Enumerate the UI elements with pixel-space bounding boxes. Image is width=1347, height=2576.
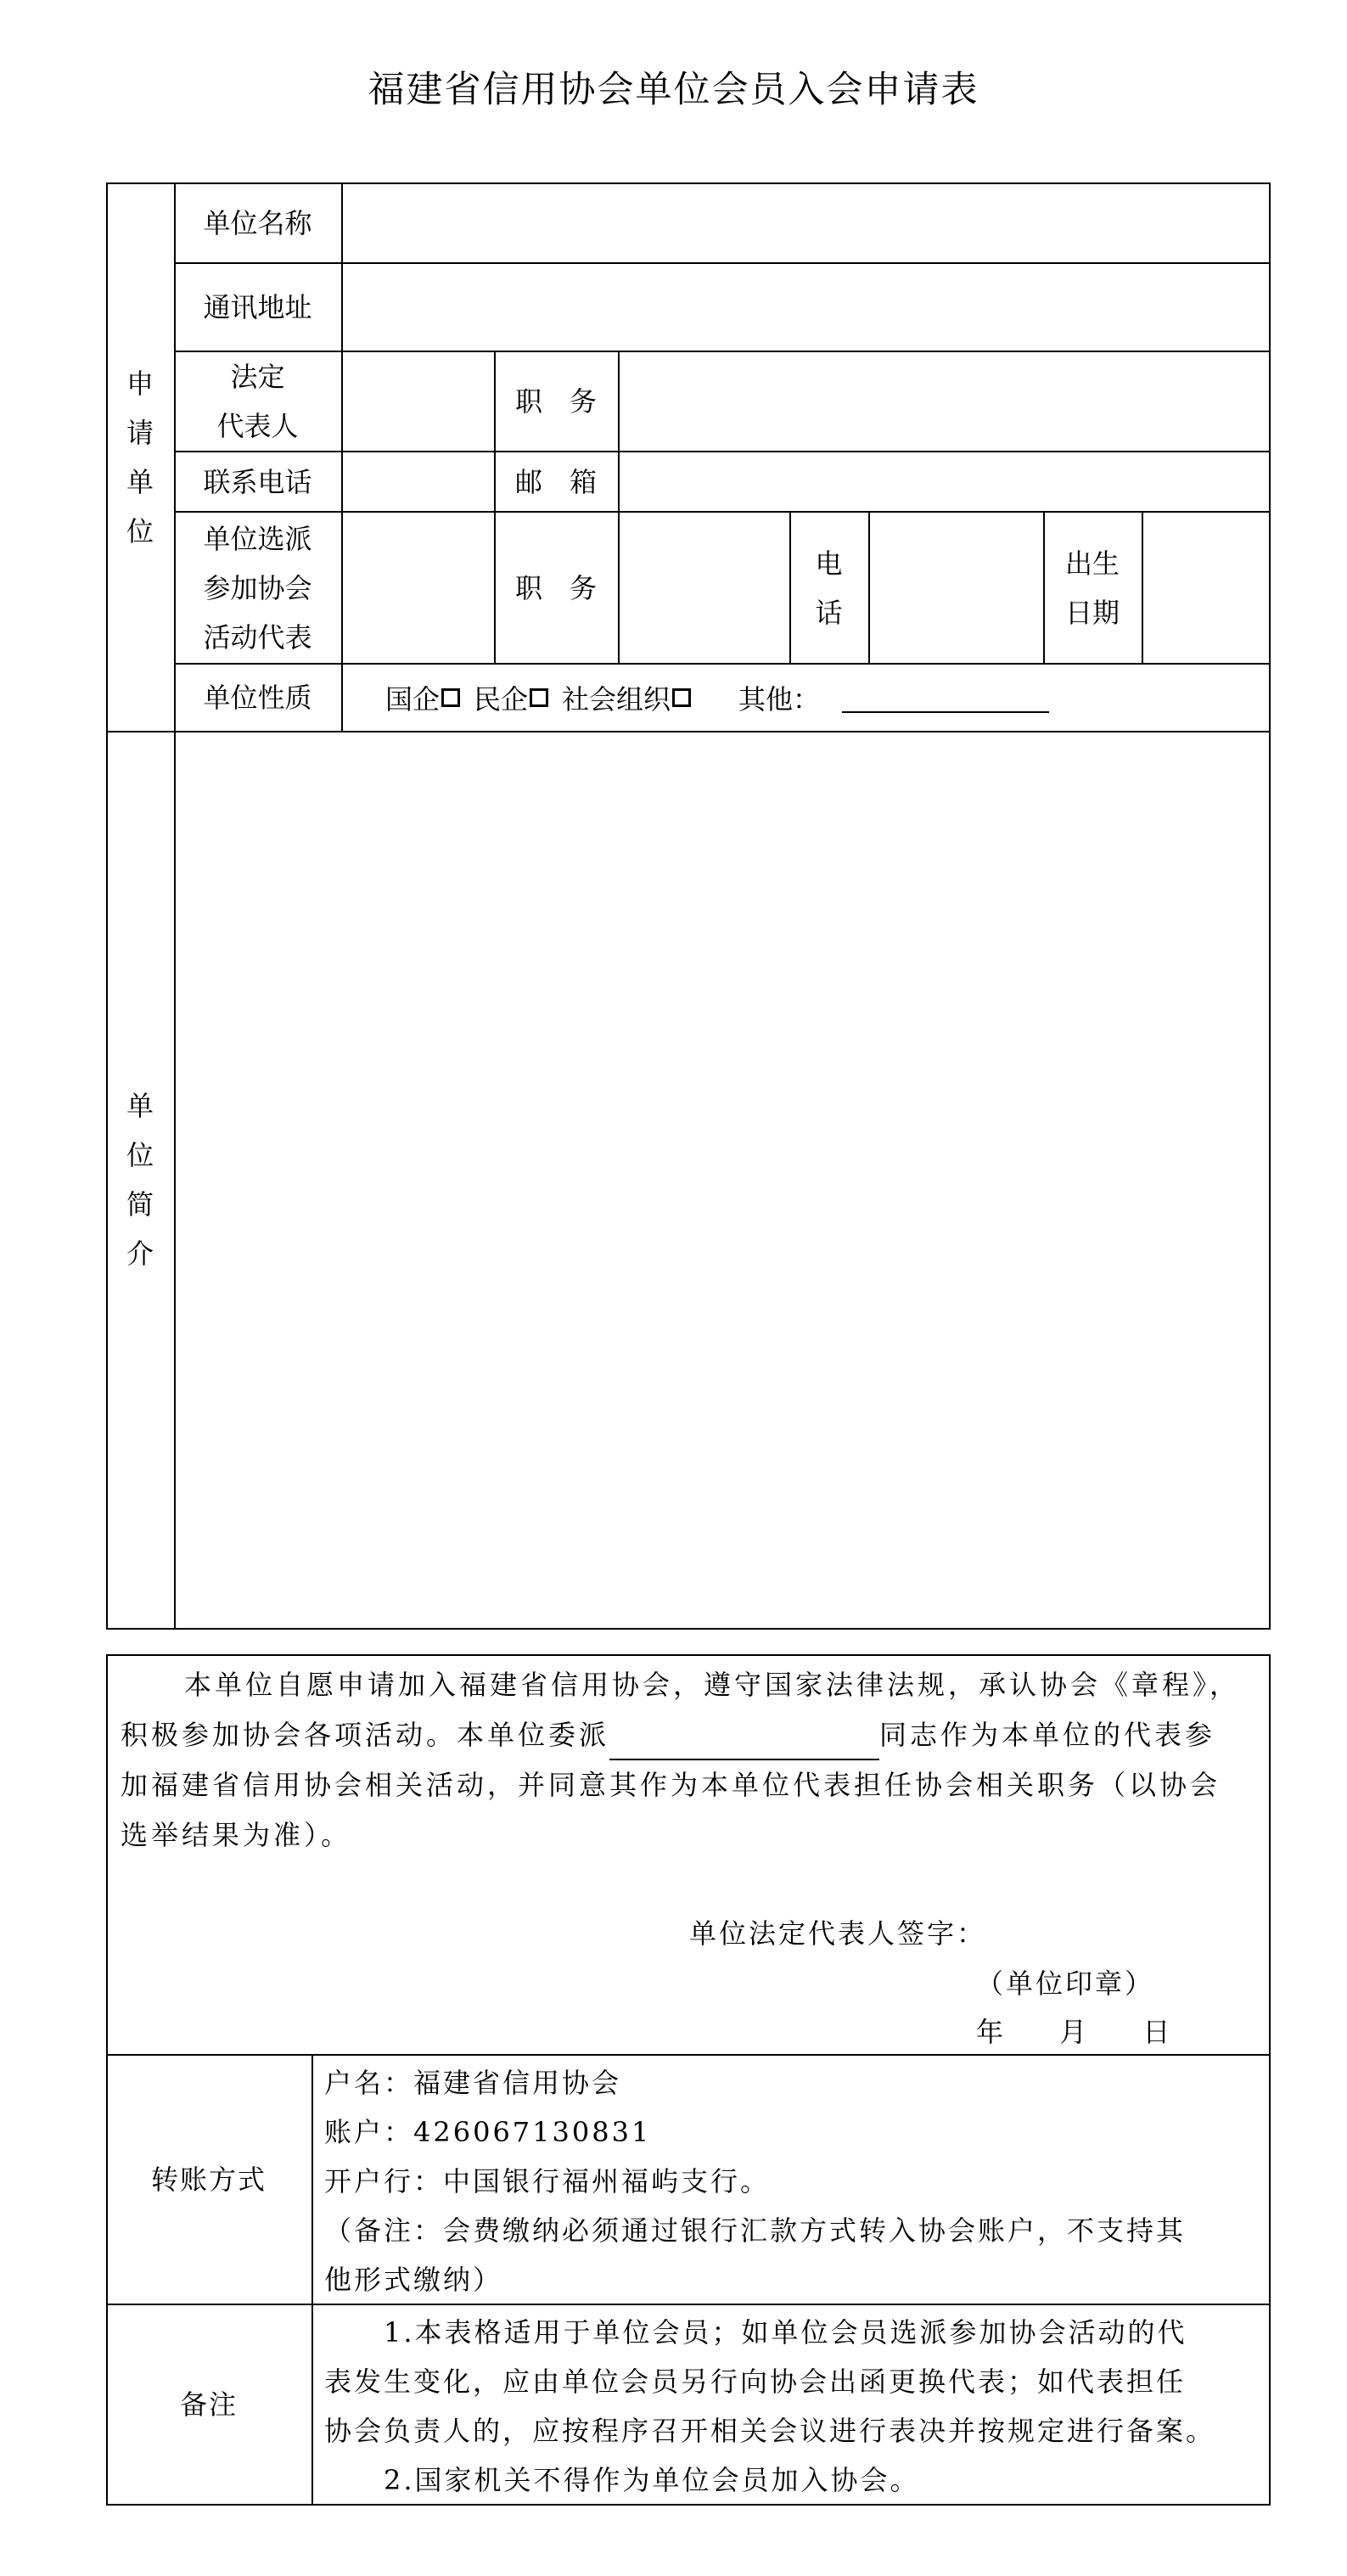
declaration-line: 选举结果为准）。 [121,1819,352,1851]
nature-option-social-org[interactable] [562,678,691,717]
declaration-text [121,1660,1266,1860]
profile-textarea[interactable] [174,732,1270,1628]
address-label: 通讯地址 [203,291,312,323]
email-label: 邮 箱 [514,465,597,498]
option-label: 民企 [474,683,529,716]
label-line: 日期 [1064,596,1120,629]
signature-field[interactable] [985,1910,1256,1957]
nature-option-private[interactable] [474,678,548,717]
transfer-note: （备注：会费缴纳必须通过银行汇款方式转入协会账户，不支持其 [324,2214,1187,2247]
date-day-label: 日 [1142,2016,1170,2048]
address-field[interactable] [341,263,1270,351]
delegate-name-blank[interactable] [609,1723,879,1760]
transfer-account-name: 户名：福建省信用协会 [324,2067,622,2099]
checkbox-icon[interactable] [672,688,691,707]
label-line: 单位选派 [203,522,312,555]
notes-text [324,2308,1215,2505]
side-label-char: 介 [126,1237,154,1270]
transfer-label: 转账方式 [150,2164,267,2196]
declaration-text-part: 同志作为本单位的代表参 [879,1719,1216,1751]
page-title: 福建省信用协会单位会员入会申请表 [368,69,979,111]
declaration-line [121,1710,1266,1760]
date-year-label: 年 [976,2016,1004,2048]
option-label: 国企 [385,683,441,716]
note-line: 协会负责人的，应按程序召开相关会议进行表决并按规定进行备案。 [324,2415,1216,2447]
delegate-position-label: 职 务 [514,571,597,604]
declaration-line: 加福建省信用协会相关活动，并同意其作为本单位代表担任协会相关职务（以协会 [121,1769,1221,1801]
divider [311,2055,313,2505]
phone-label: 联系电话 [203,465,312,498]
transfer-account-number: 账户：426067130831 [324,2116,652,2148]
label-line: 电 [815,547,843,580]
date-line [976,2008,1170,2056]
label-line: 话 [815,596,843,629]
nature-options [385,664,1268,732]
label-line: 活动代表 [203,620,312,654]
nature-other-label: 其他： [738,683,821,716]
checkbox-icon[interactable] [530,688,548,707]
legal-rep-position-field[interactable] [618,351,1270,452]
label-line: 法定 [230,361,285,393]
legal-rep-field[interactable] [341,351,494,452]
seal-label: （单位印章） [976,1967,1155,2000]
checkbox-icon[interactable] [441,688,460,707]
delegate-name-field[interactable] [341,512,494,664]
nature-label: 单位性质 [203,682,312,714]
unit-name-field[interactable] [341,182,1270,263]
declaration-line: 本单位自愿申请加入福建省信用协会，遵守国家法律法规，承认协会《章程》， [184,1669,1241,1701]
legal-rep-label [174,351,341,452]
side-label-char: 简 [126,1188,154,1221]
label-line: 代表人 [216,410,299,442]
delegate-position-field[interactable] [618,512,789,664]
option-label: 社会组织 [562,683,671,716]
side-label-char: 单 [126,465,154,498]
transfer-bank: 开户行：中国银行福州福屿支行。 [324,2165,771,2197]
unit-name-label: 单位名称 [203,206,312,239]
delegate-label [174,512,341,664]
date-month-label: 月 [1059,2016,1087,2048]
profile-side-label [106,732,174,1628]
note-line: 2.国家机关不得作为单位会员加入协会。 [384,2464,920,2496]
delegate-birth-field[interactable] [1142,512,1270,664]
side-label-char: 位 [126,514,154,547]
email-field[interactable] [618,452,1270,512]
label-line: 参加协会 [203,571,312,604]
signature-label: 单位法定代表人签字： [689,1917,987,1950]
label-line: 出生 [1064,547,1120,580]
applicant-side-label [106,182,174,732]
side-label-char: 位 [126,1139,154,1171]
nature-other-field[interactable] [842,682,1049,713]
phone-field[interactable] [341,452,494,512]
note-line: 1.本表格适用于单位会员；如单位会员选派参加协会活动的代 [384,2316,1187,2349]
delegate-phone-label [789,512,868,664]
notes-label: 备注 [179,2388,238,2421]
delegate-birth-label [1043,512,1142,664]
nature-option-soe[interactable] [385,678,460,717]
transfer-details [324,2058,1186,2304]
declaration-text-part: 积极参加协会各项活动。本单位委派 [121,1719,610,1751]
side-label-char: 申 [126,367,154,400]
legal-rep-position-label: 职 务 [514,385,597,418]
delegate-phone-field[interactable] [868,512,1043,664]
transfer-note: 他形式缴纳） [324,2264,503,2296]
side-label-char: 请 [126,416,154,449]
note-line: 表发生变化，应由单位会员另行向协会出函更换代表；如代表担任 [324,2366,1187,2398]
side-label-char: 单 [126,1090,154,1122]
